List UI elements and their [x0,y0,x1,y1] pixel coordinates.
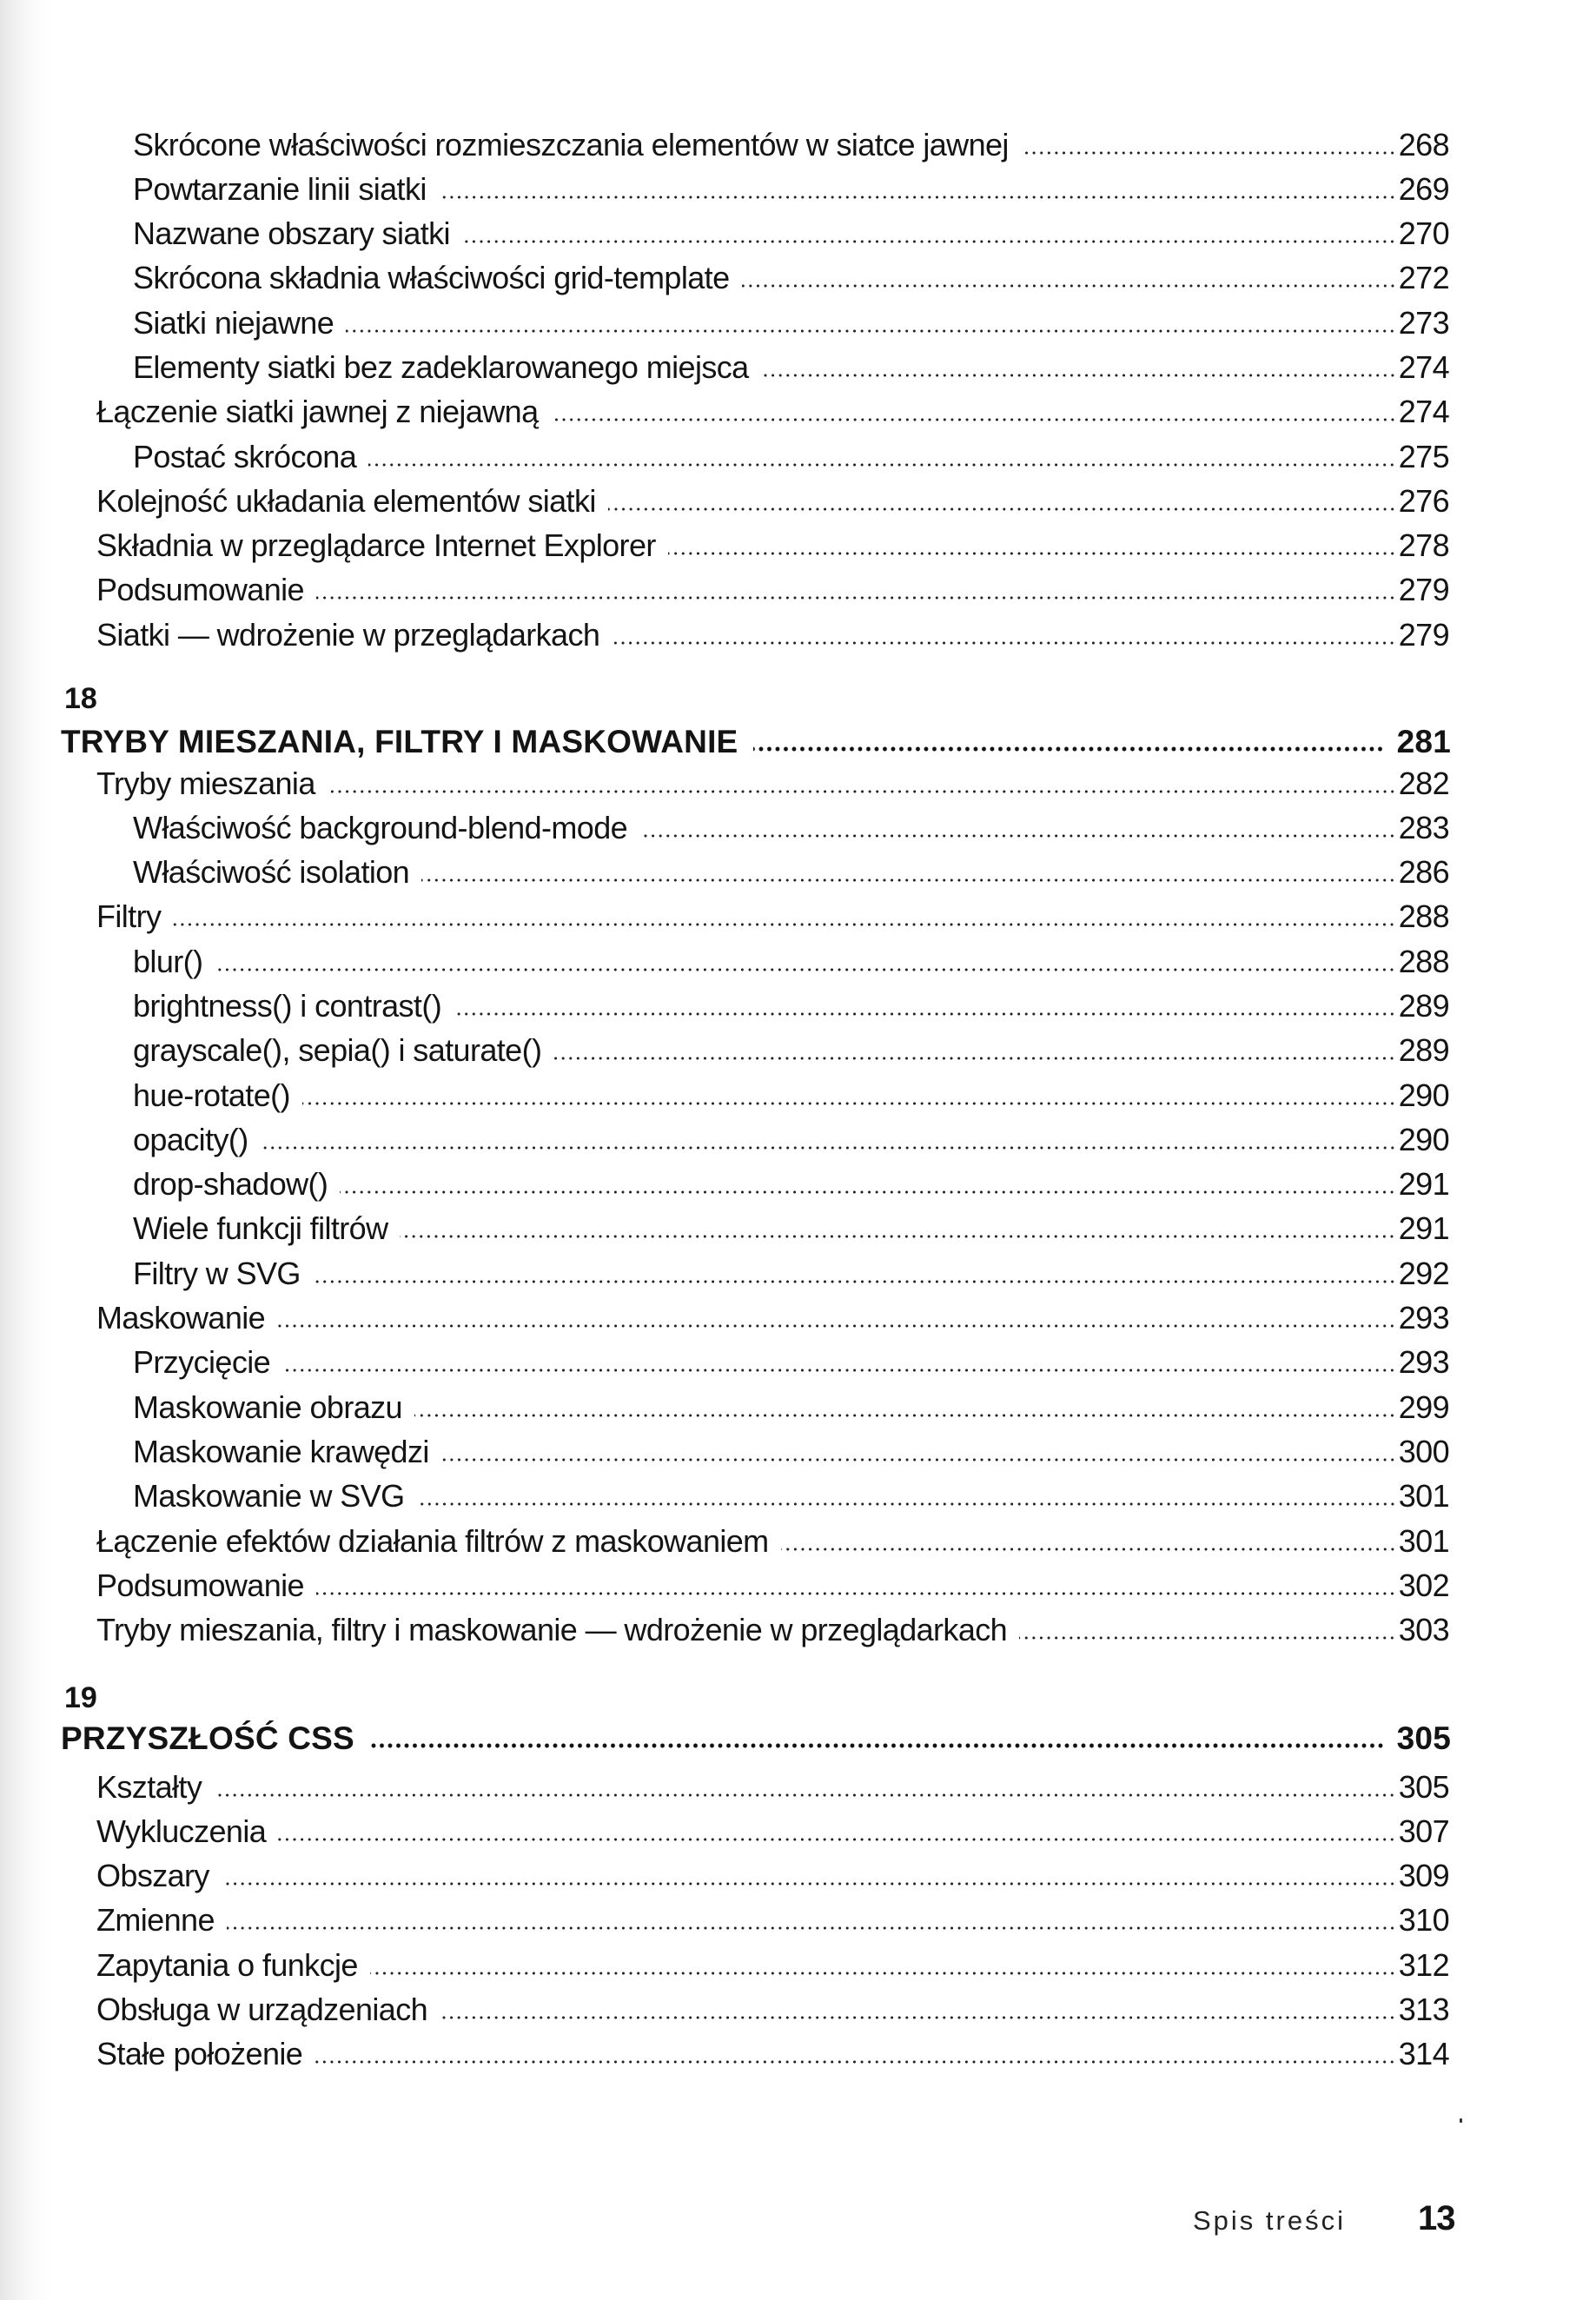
toc-entry-title: blur() [133,943,203,979]
dot-leader [414,1414,1396,1417]
toc-entry-page-number: 289 [1398,987,1449,1024]
dot-leader [421,878,1396,882]
toc-entry-title: Filtry [96,898,162,935]
toc-entry[interactable] [0,1073,1596,1117]
toc-entry[interactable] [0,1028,1596,1072]
toc-entry-page-number: 279 [1398,572,1449,608]
dot-leader [222,1882,1396,1886]
toc-entry[interactable] [0,1340,1596,1384]
toc-entry-title: Powtarzanie linii siatki [133,170,427,207]
dot-leader [315,2060,1396,2064]
toc-entry[interactable] [0,1429,1596,1474]
toc-entry-title: Przycięcie [133,1344,271,1381]
dot-leader [278,1838,1396,1841]
toc-entry-page-number: 293 [1398,1300,1449,1336]
toc-entry[interactable] [0,761,1596,805]
dot-leader [753,746,1384,752]
toc-entry-title: Kolejność układania elementów siatki [96,482,596,519]
toc-entry[interactable] [0,389,1596,434]
toc-entry-page-number: 302 [1398,1567,1449,1603]
chapter-title: TRYBY MIESZANIA, FILTRY I MASKOWANIE [61,724,738,759]
running-footer-title: Spis treści [1193,2205,1346,2236]
toc-entry-page-number: 288 [1398,898,1449,935]
toc-entry-page-number: 270 [1398,215,1449,252]
toc-entry-page-number: 293 [1398,1344,1449,1381]
toc-entry-page-number: 299 [1398,1389,1449,1425]
dot-leader [227,1926,1396,1930]
toc-entry-page-number: 290 [1398,1121,1449,1157]
toc-entry-page-number: 279 [1398,616,1449,653]
toc-entry[interactable] [0,1987,1596,2032]
toc-entry[interactable] [0,301,1596,345]
toc-entry-title: Podsumowanie [96,1567,304,1603]
toc-entry-title: hue-rotate() [133,1077,290,1113]
toc-entry-page-number: 283 [1398,809,1449,845]
chapter-heading[interactable] [0,722,1596,762]
toc-entry-page-number: 309 [1398,1858,1449,1894]
toc-entry-page-number: 274 [1398,348,1449,385]
toc-entry[interactable] [0,1765,1596,1809]
toc-entry-page-number: 268 [1398,126,1449,162]
dot-leader [639,834,1396,838]
dot-leader [302,1102,1396,1105]
toc-entry[interactable] [0,123,1596,167]
dot-leader [214,1793,1395,1797]
toc-entry[interactable] [0,894,1596,938]
toc-entry-page-number: 307 [1398,1813,1449,1849]
dot-leader [553,1057,1395,1060]
toc-entry-title: Postać skrócona [133,438,357,474]
dot-leader [277,1324,1396,1328]
dot-leader [370,1972,1396,1975]
dot-leader [781,1548,1396,1551]
dot-leader [1021,151,1396,155]
toc-entry[interactable] [0,1607,1596,1652]
toc-entry-title: Tryby mieszania [96,765,315,801]
toc-entry-page-number: 292 [1398,1255,1449,1291]
toc-entry-page-number: 303 [1398,1612,1449,1648]
toc-entry-title: Wykluczenia [96,1813,267,1849]
toc-entry[interactable] [0,984,1596,1028]
toc-entry[interactable] [0,850,1596,894]
toc-entry[interactable] [0,1519,1596,1563]
toc-entry[interactable] [0,2032,1596,2076]
toc-entry[interactable] [0,1206,1596,1250]
toc-entry-title: Maskowanie obrazu [133,1389,402,1425]
dot-leader [551,418,1396,421]
toc-entry-title: Siatki niejawne [133,304,334,341]
chapter-heading[interactable] [0,1719,1596,1759]
toc-continuation-list [0,123,1596,658]
page-number: 13 [1418,2199,1455,2237]
toc-entry[interactable] [0,1162,1596,1206]
dot-leader [368,463,1396,467]
toc-entry[interactable] [0,1117,1596,1162]
toc-entry[interactable] [0,1296,1596,1340]
chapter-title: PRZYSZŁOŚĆ CSS [61,1720,354,1756]
chapter-page-number: 281 [1396,724,1451,759]
toc-entry-title: Łączenie efektów działania filtrów z maskowaniem [96,1522,769,1559]
dot-leader [316,1592,1396,1595]
toc-entry-title: Właściwość isolation [133,854,410,891]
dot-leader [340,1190,1395,1194]
toc-entry-page-number: 278 [1398,527,1449,564]
dot-leader [173,923,1395,926]
toc-entry-page-number: 291 [1398,1210,1449,1247]
toc-entry-page-number: 301 [1398,1478,1449,1515]
toc-entry-title: Składnia w przeglądarce Internet Explorer [96,527,656,564]
toc-entry[interactable] [0,479,1596,523]
toc-entry-page-number: 300 [1398,1433,1449,1469]
toc-entry-title: Obszary [96,1858,209,1894]
dot-leader [282,1369,1396,1372]
toc-entry-title: Właściwość background-blend-mode [133,809,628,845]
toc-entry[interactable] [0,523,1596,567]
dot-leader [215,968,1395,971]
toc-entry[interactable] [0,1385,1596,1429]
toc-entry-page-number: 282 [1398,765,1449,801]
dot-leader [417,1502,1396,1506]
dot-leader [668,552,1396,555]
toc-entry[interactable] [0,1251,1596,1296]
toc-entry[interactable] [0,805,1596,850]
toc-entry-title: Elementy siatki bez zadeklarowanego miejsca [133,348,749,385]
dot-leader [313,1280,1396,1283]
toc-entry-page-number: 275 [1398,438,1449,474]
toc-entry-title: Maskowanie krawędzi [133,1433,429,1469]
toc-entry-title: Nazwane obszary siatki [133,215,450,252]
toc-entry-page-number: 273 [1398,304,1449,341]
toc-entry[interactable] [0,1943,1596,1987]
toc-entry[interactable] [0,1563,1596,1607]
toc-entry-page-number: 288 [1398,943,1449,979]
dot-leader [742,284,1396,288]
toc-entry[interactable] [0,167,1596,211]
toc-entry[interactable] [0,613,1596,657]
dot-leader [761,374,1396,377]
toc-entry[interactable] [0,255,1596,300]
toc-entry-title: Tryby mieszania, filtry i maskowanie — wdrożenie w przeglądarkach [96,1612,1008,1648]
toc-entry-title: Stałe położenie [96,2036,303,2072]
dot-leader [440,2016,1396,2019]
dot-leader [346,329,1396,333]
toc-entry-page-number: 301 [1398,1522,1449,1559]
toc-entry-title: Obsługa w urządzeniach [96,1991,428,2027]
toc-entry-page-number: 269 [1398,170,1449,207]
dot-leader [316,596,1396,600]
toc-entry-title: Skrócone właściwości rozmieszczania elementów w siatce jawnej [133,126,1009,162]
toc-entry-title: Zapytania o funkcje [96,1946,358,1983]
toc-entry-page-number: 305 [1398,1768,1449,1805]
chapter-number: 18 [64,682,97,715]
dot-leader [439,196,1396,199]
chapter-number: 19 [64,1681,97,1714]
toc-entry-title: Maskowanie [96,1300,266,1336]
toc-entry-page-number: 290 [1398,1077,1449,1113]
toc-chapter-18-list [0,761,1596,1653]
toc-entry-page-number: 313 [1398,1991,1449,2027]
toc-entry-page-number: 310 [1398,1902,1449,1939]
dot-leader [370,1743,1385,1748]
toc-entry-page-number: 286 [1398,854,1449,891]
toc-entry-page-number: 272 [1398,260,1449,296]
toc-entry-page-number: 312 [1398,1946,1449,1983]
toc-entry-title: Siatki — wdrożenie w przeglądarkach [96,616,600,653]
toc-entry-title: grayscale(), sepia() i saturate() [133,1032,542,1069]
toc-entry[interactable] [0,567,1596,612]
dot-leader [462,240,1396,243]
toc-entry-title: Skrócona składnia właściwości grid-template [133,260,730,296]
toc-entry-title: Wiele funkcji filtrów [133,1210,388,1247]
dot-leader [400,1235,1395,1238]
toc-entry-title: Podsumowanie [96,572,304,608]
toc-entry-title: Maskowanie w SVG [133,1478,405,1515]
toc-entry-title: opacity() [133,1121,248,1157]
toc-entry-title: Filtry w SVG [133,1255,301,1291]
toc-entry[interactable] [0,939,1596,984]
dot-leader [454,1012,1396,1016]
toc-entry-title: Zmienne [96,1902,215,1939]
toc-entry[interactable] [0,345,1596,389]
toc-entry-page-number: 314 [1398,2036,1449,2072]
toc-entry-page-number: 276 [1398,482,1449,519]
dot-leader [612,641,1395,645]
toc-entry-page-number: 289 [1398,1032,1449,1069]
toc-entry[interactable] [0,434,1596,479]
toc-entry-page-number: 291 [1398,1166,1449,1203]
dot-leader [328,790,1396,793]
toc-entry[interactable] [0,1853,1596,1898]
chapter-page-number: 305 [1396,1720,1451,1756]
toc-entry[interactable] [0,211,1596,255]
dot-leader [608,507,1396,511]
dot-leader [441,1458,1396,1462]
toc-chapter-19-list [0,1765,1596,2077]
toc-entry-title: Kształty [96,1768,202,1805]
toc-entry-page-number: 274 [1398,394,1449,430]
dot-leader [1019,1636,1396,1640]
toc-entry[interactable] [0,1809,1596,1853]
toc-entry-title: drop-shadow() [133,1166,328,1203]
toc-entry-title: brightness() i contrast() [133,987,442,1024]
toc-entry[interactable] [0,1474,1596,1518]
dot-leader [261,1146,1396,1150]
scan-speck [1460,2118,1462,2123]
toc-entry-title: Łączenie siatki jawnej z niejawną [96,394,539,430]
toc-entry[interactable] [0,1898,1596,1942]
